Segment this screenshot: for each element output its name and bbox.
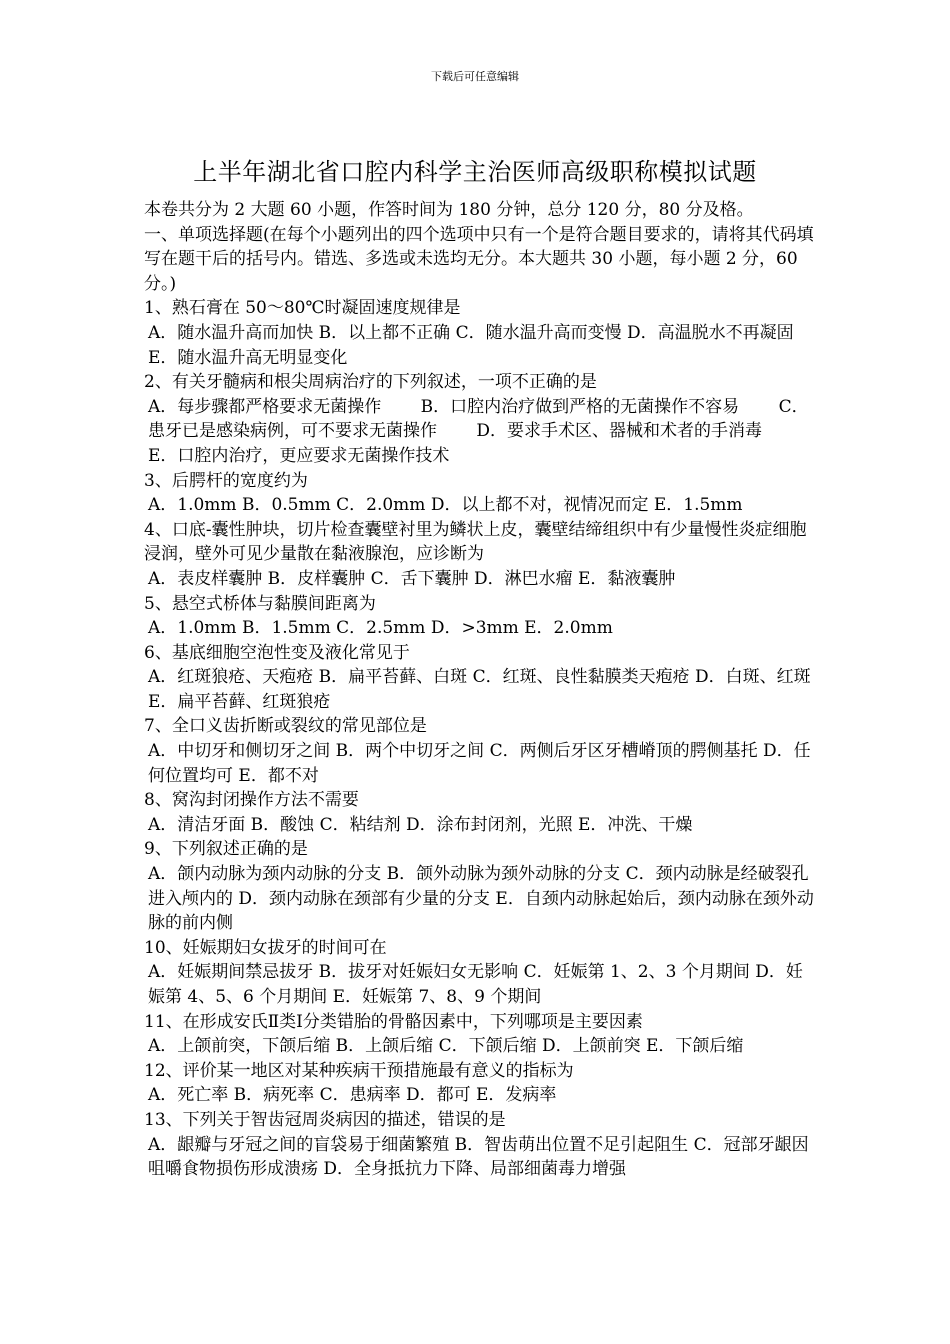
question-options: A．红斑狼疮、天疱疮 B．扁平苔藓、白斑 C．红斑、良性黏膜类天疱疮 D．白斑、红斑 E．扁平苔藓、红斑狼疮	[148, 667, 811, 712]
question-stem: 11、在形成安氏Ⅱ类Ⅰ分类错胎的骨骼因素中，下列哪项是主要因素	[144, 1011, 643, 1032]
question-stem: 5、悬空式桥体与黏膜间距离为	[144, 593, 376, 614]
question-stem: 4、口底-囊性肿块，切片检查囊壁衬里为鳞状上皮，囊壁结缔组织中有少量慢性炎症细胞浸润，壁外可见少量散在黏液腺泡，应诊断为	[144, 519, 807, 565]
question-stem: 2、有关牙髓病和根尖周病治疗的下列叙述，一项不正确的是	[144, 372, 597, 393]
question-stem: 13、下列关于智齿冠周炎病因的描述，错误的是	[144, 1109, 506, 1130]
question-options: A．1.0mm B．0.5mm C．2.0mm D．以上都不对，视情况而定 E．1.5mm	[148, 495, 743, 516]
question-options: A．每步骤都严格要求无菌操作 B．口腔内治疗做到严格的无菌操作不容易 C．患牙已是感染病例，可不要求无菌操作 D．要求手术区、器械和术者的手消毒 E．口腔内治疗，更应要求无菌操作技术	[148, 396, 809, 466]
question-options: A．妊娠期间禁忌拔牙 B．拔牙对妊娠妇女无影响 C．妊娠第 1、2、3 个月期间 D．妊娠第 4、5、6 个月期间 E．妊娠第 7、8、9 个期间	[148, 962, 803, 1007]
question-options: A．死亡率 B．病死率 C．患病率 D．都可 E．发病率	[148, 1085, 557, 1106]
document-body	[144, 198, 816, 1182]
intro-text: 本卷共分为 2 大题 60 小题，作答时间为 180 分钟，总分 120 分，80 分及格。	[144, 200, 754, 220]
question-stem: 7、全口义齿折断或裂纹的常见部位是	[144, 716, 427, 737]
question-stem: 1、熟石膏在 50～80℃时凝固速度规律是	[144, 298, 461, 319]
question-options: A．颌内动脉为颈内动脉的分支 B．颌外动脉为颈外动脉的分支 C．颈内动脉是经破裂孔进入颅内的 D．颈内动脉在颈部有少量的分支 E．自颈内动脉起始后，颈内动脉在颈外动脉的前内侧	[148, 864, 814, 934]
question-options: A．随水温升高而加快 B．以上都不正确 C．随水温升高而变慢 D．高温脱水不再凝固 E．随水温升高无明显变化	[148, 322, 794, 368]
question-stem: 10、妊娠期妇女拔牙的时间可在	[144, 937, 387, 958]
question-options: A．1.0mm B．1.5mm C．2.5mm D．>3mm E．2.0mm	[148, 618, 613, 639]
section-heading: 一、单项选择题(在每个小题列出的四个选项中只有一个是符合题目要求的，请将其代码填写在题干后的括号内。错选、多选或未选均无分。本大题共 30 小题，每小题 2 分，60 分。)	[144, 224, 814, 294]
header-note: 下载后可任意编辑	[431, 70, 519, 83]
question-options: A．表皮样囊肿 B．皮样囊肿 C．舌下囊肿 D．淋巴水瘤 E．黏液囊肿	[148, 568, 676, 589]
question-stem: 12、评价某一地区对某种疾病干预措施最有意义的指标为	[144, 1060, 574, 1081]
question-options: A．龈瓣与牙冠之间的盲袋易于细菌繁殖 B．智齿萌出位置不足引起阻生 C．冠部牙龈因咀嚼食物损伤形成溃疡 D．全身抵抗力下降、局部细菌毒力增强	[148, 1134, 809, 1180]
question-stem: 3、后腭杆的宽度约为	[144, 470, 308, 491]
question-options: A．清洁牙面 B．酸蚀 C．粘结剂 D．涂布封闭剂，光照 E．冲洗、干燥	[148, 814, 693, 835]
question-stem: 6、基底细胞空泡性变及液化常见于	[144, 642, 410, 663]
question-stem: 9、下列叙述正确的是	[144, 839, 308, 860]
question-options: A．中切牙和侧切牙之间 B．两个中切牙之间 C．两侧后牙区牙槽嵴顶的腭侧基托 D．任何位置均可 E．都不对	[148, 741, 811, 786]
question-stem: 8、窝沟封闭操作方法不需要	[144, 790, 359, 811]
question-list	[144, 296, 816, 1181]
question-options: A．上颌前突，下颌后缩 B．上颌后缩 C．下颌后缩 D．上颌前突 E．下颌后缩	[148, 1036, 744, 1057]
page-title: 上半年湖北省口腔内科学主治医师高级职称模拟试题	[193, 158, 757, 186]
